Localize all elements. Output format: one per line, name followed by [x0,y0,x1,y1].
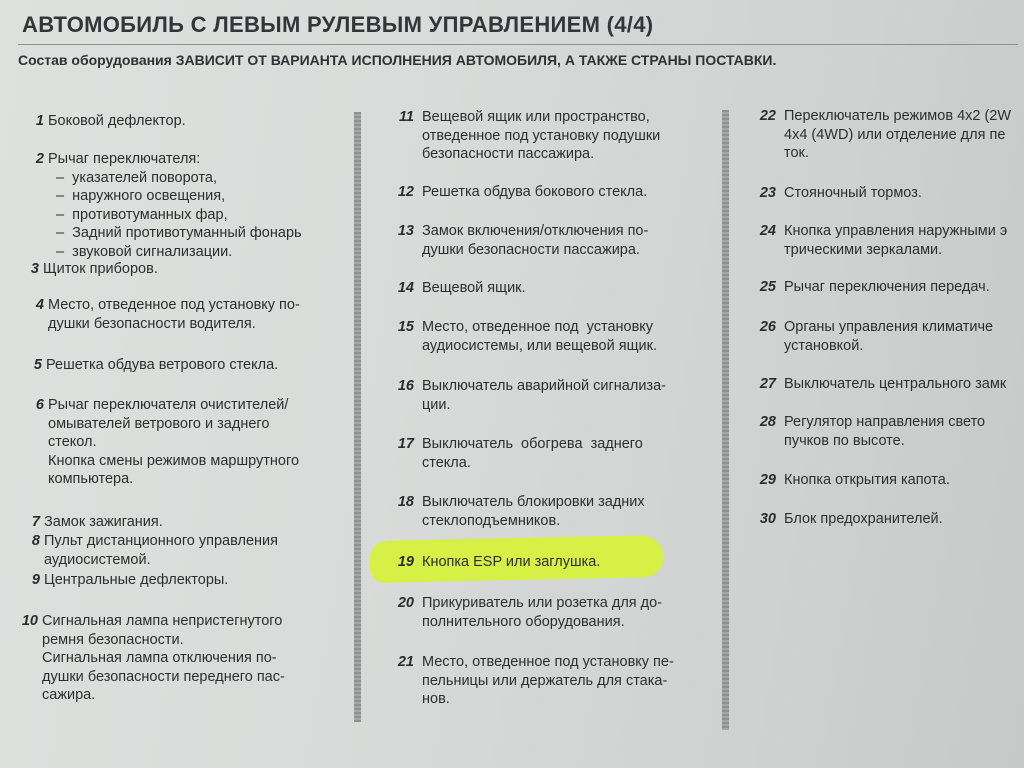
item-number: 23 [759,185,776,201]
item-number: 3 [30,261,39,277]
item-text: Место, отведенное под установку пе- пельницы или держатель для стака- нов. [422,654,674,707]
item-number: 22 [759,108,776,124]
item-number: 29 [759,472,776,488]
item-text: Сигнальная лампа непристегнутого ремня безопасности. Сигнальная лампа отключения по- душки безопасности переднего пас- сажира. [42,613,285,703]
item-text: Кнопка управления наружными э трическими зеркалами. [784,223,1008,258]
item-number: 12 [397,184,414,200]
item-number: 24 [759,223,776,239]
item-text: Место, отведенное под установку аудиосистемы, или вещевой ящик. [422,319,657,354]
item-number: 13 [397,223,414,239]
item-text: Замок зажигания. [44,514,163,530]
item-number: 10 [21,613,38,629]
item-number: 6 [35,397,44,413]
item-text: Кнопка ESP или заглушка. [422,554,601,570]
item-text: Рычаг переключения передач. [784,279,990,295]
item-number: 8 [31,533,40,549]
item-text: Прикуриватель или розетка для до- полнительного оборудования. [422,595,663,630]
item-number: 2 [35,151,44,167]
item-number: 4 [35,297,44,313]
item-text: Выключатель аварийной сигнализа- ции. [422,378,666,413]
item-number: 9 [31,572,40,588]
page-title: АВТОМОБИЛЬ С ЛЕВЫМ РУЛЕВЫМ УПРАВЛЕНИЕМ (4/4) [22,12,654,37]
item-number: 18 [397,494,414,510]
item-number: 7 [31,514,40,530]
item-text: Выключатель обогрева заднего стекла. [422,436,643,471]
item-number: 30 [759,511,776,527]
item-text: Выключатель центрального замк [784,376,1007,392]
item-text: Органы управления климатиче установкой. [784,319,994,354]
item-number: 27 [759,376,776,392]
page-subtitle: Состав оборудования ЗАВИСИТ ОТ ВАРИАНТА ИСПОЛНЕНИЯ АВТОМОБИЛЯ, А ТАКЖЕ СТРАНЫ ПОСТАВКИ. [18,52,777,68]
item-text: Рычаг переключателя: – указателей поворота, – наружного освещения, – противотуманных фар, – Задний противотуманный фонарь – звуковой сигнализации. [48,151,302,260]
item-text: Пульт дистанционного управления аудиосистемой. [44,533,278,568]
item-text: Вещевой ящик. [422,280,526,296]
item-text: Регулятор направления свето пучков по высоте. [784,414,986,449]
column-divider-left [354,112,361,722]
item-text: Решетка обдува бокового стекла. [422,184,648,200]
item-number: 21 [397,654,414,670]
item-number: 16 [397,378,414,394]
item-number: 5 [33,357,42,373]
item-number: 25 [759,279,776,295]
item-number: 11 [398,109,414,125]
item-text: Блок предохранителей. [784,511,943,527]
item-text: Центральные дефлекторы. [44,572,229,588]
item-text: Вещевой ящик или пространство, отведенное под установку подушки безопасности пассажира. [422,109,661,162]
item-number: 15 [397,319,414,335]
item-number: 14 [397,280,414,296]
item-number: 20 [397,595,414,611]
item-text: Выключатель блокировки задних стеклоподъемников. [422,494,645,529]
item-text: Боковой дефлектор. [48,113,186,129]
item-text: Переключатель режимов 4x2 (2W 4x4 (4WD) или отделение для пе ток. [784,108,1012,161]
item-text: Стояночный тормоз. [784,185,922,201]
item-text: Замок включения/отключения по- душки безопасности пассажира. [422,223,649,258]
column-divider-right [722,110,729,730]
item-number: 28 [759,414,776,430]
item-number: 19 [397,554,414,570]
item-text: Рычаг переключателя очистителей/ омывателей ветрового и заднего стекол. Кнопка смены режимов маршрутного компьютера. [48,397,300,487]
item-number: 1 [35,113,44,129]
title-rule [18,44,1018,45]
item-text: Решетка обдува ветрового стекла. [46,357,279,373]
item-text: Кнопка открытия капота. [784,472,950,488]
item-text: Щиток приборов. [43,261,158,277]
item-number: 26 [759,319,776,335]
item-number: 17 [397,436,414,452]
item-text: Место, отведенное под установку по- душки безопасности водителя. [48,297,300,332]
